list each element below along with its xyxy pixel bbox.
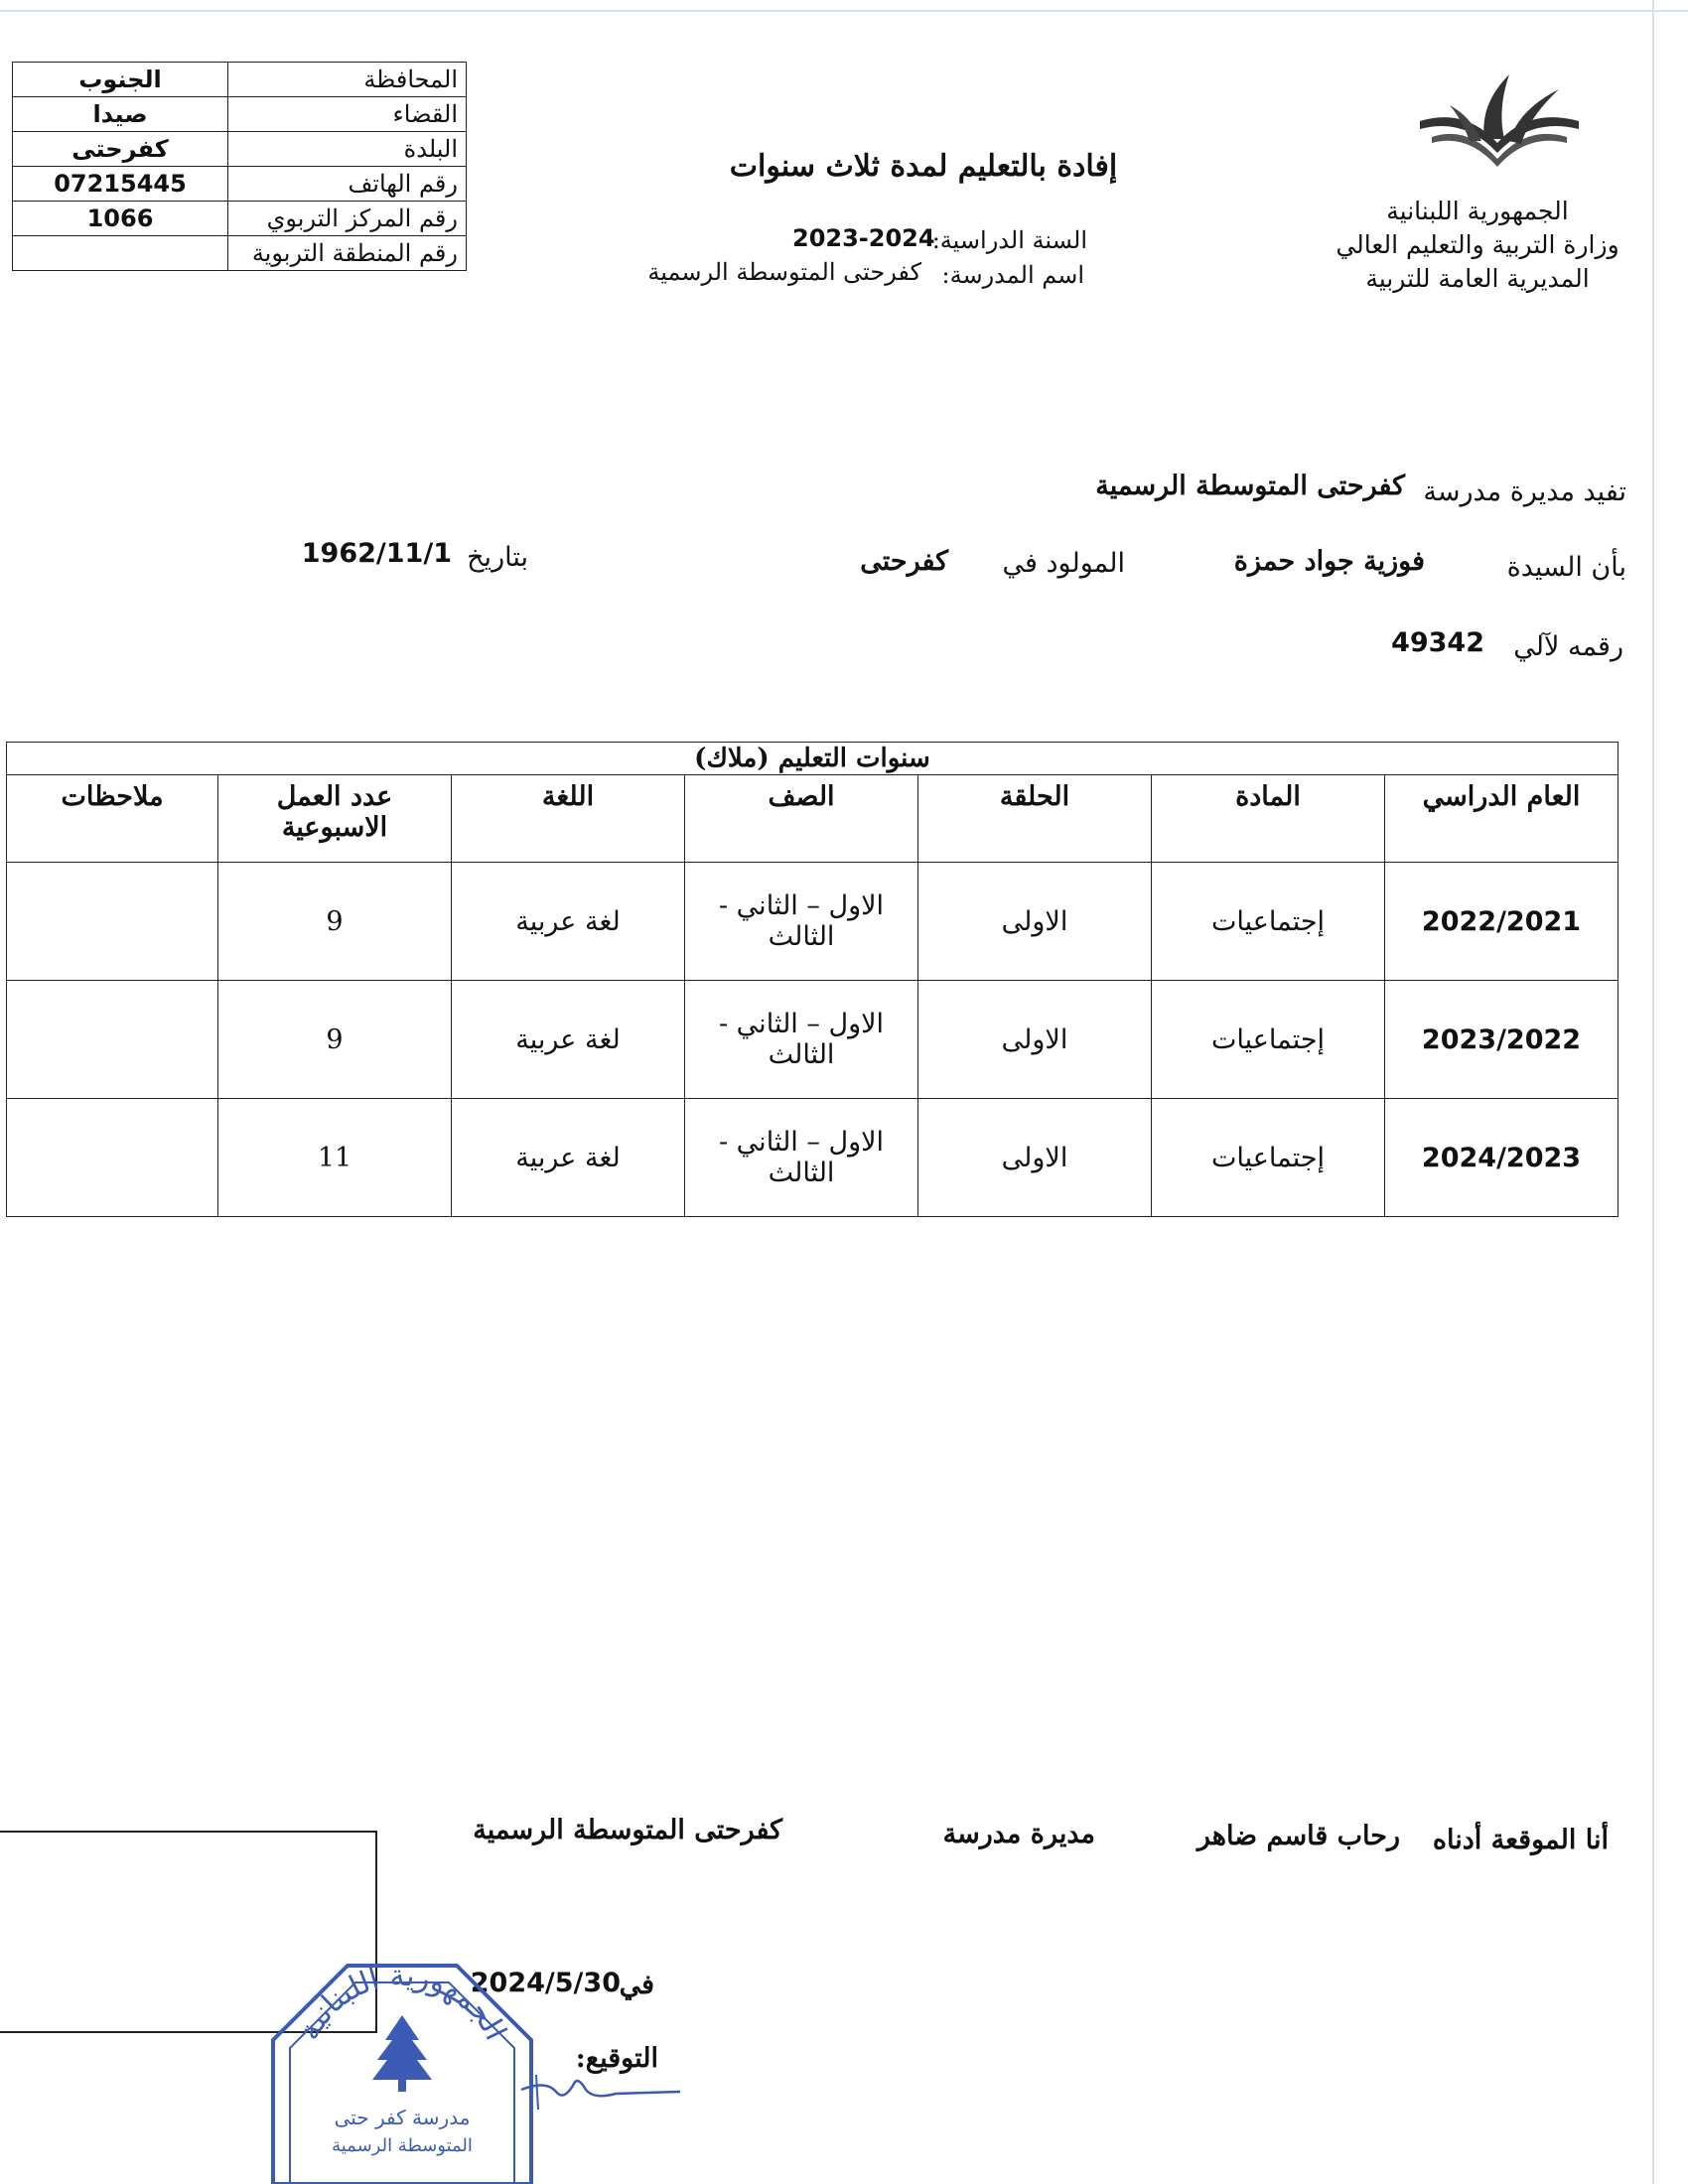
- scan-top-edge: [0, 10, 1688, 12]
- signature-label: التوقيع:: [575, 2043, 658, 2074]
- stamp-line-2: المتوسطة الرسمية: [332, 2135, 473, 2156]
- header-subject: المادة: [1152, 775, 1385, 863]
- signer-name: رحاب قاسم ضاهر: [1196, 1821, 1400, 1851]
- header-directorate: المديرية العامة للتربية: [1365, 264, 1590, 293]
- info-row: كفرحتى البلدة: [13, 132, 467, 167]
- table-row: 2024/2023 إجتماعيات الاولى الاول – الثاني - الثالث لغة عربية 11: [7, 1099, 1618, 1217]
- document-title: إفادة بالتعليم لمدة ثلاث سنوات: [729, 149, 1118, 184]
- scan-right-edge: [1652, 0, 1654, 2184]
- signer-role: مديرة مدرسة: [942, 1819, 1095, 1849]
- table-row: 2023/2022 إجتماعيات الاولى الاول – الثاني - الثالث لغة عربية 9: [7, 981, 1618, 1099]
- birth-date: 1962/11/1: [301, 538, 452, 569]
- statement-intro: تفيد مديرة مدرسة: [1423, 477, 1626, 507]
- info-row: رقم المنطقة التربوية: [13, 236, 467, 271]
- sign-date: 2024/5/30: [470, 1968, 621, 1998]
- school-stamp-icon: [268, 1961, 536, 2184]
- school-info-table: [12, 62, 467, 271]
- header-ministry: وزارة التربية والتعليم العالي: [1336, 230, 1619, 259]
- mrs-label: بأن السيدة: [1506, 552, 1626, 583]
- table-row: 2022/2021 إجتماعيات الاولى الاول – الثاني - الثالث لغة عربية 9: [7, 863, 1618, 981]
- stamp-line-1: مدرسة كفر حتى: [334, 2106, 471, 2129]
- info-row: 07215445 رقم الهاتف: [13, 167, 467, 202]
- born-place: كفرحتى: [860, 546, 948, 577]
- header-language: اللغة: [452, 775, 685, 863]
- id-value: 49342: [1391, 627, 1484, 658]
- teaching-years-table: [6, 742, 1618, 1217]
- signer-school: كفرحتى المتوسطة الرسمية: [473, 1815, 782, 1845]
- header-republic: الجمهورية اللبنانية: [1386, 197, 1569, 225]
- school-name-value: كفرحتى المتوسطة الرسمية: [647, 258, 921, 286]
- id-label: رقمه لآلي: [1513, 631, 1623, 662]
- header-notes: ملاحظات: [7, 775, 218, 863]
- header-cycle: الحلقة: [918, 775, 1152, 863]
- academic-year-value: 2023-2024: [792, 224, 935, 252]
- statement-school: كفرحتى المتوسطة الرسمية: [1095, 471, 1405, 501]
- table-header-row: [7, 775, 1618, 863]
- teacher-name: فوزية جواد حمزة: [1233, 546, 1425, 577]
- info-row: 1066 رقم المركز التربوي: [13, 202, 467, 236]
- info-row: صيدا القضاء: [13, 97, 467, 132]
- signer-label: أنا الموقعة أدناه: [1432, 1825, 1609, 1855]
- stamp-ring-text: الجمهورية اللبنانية: [291, 1961, 513, 2046]
- ministry-header: [1329, 195, 1626, 296]
- header-weekly-hours: عدد العمل الاسبوعية: [218, 775, 452, 863]
- born-label: المولود في: [1002, 548, 1125, 579]
- school-name-label: اسم المدرسة:: [941, 261, 1084, 289]
- ministry-logo-icon: [1410, 69, 1589, 179]
- birth-date-label: بتاريخ: [467, 542, 528, 573]
- table-caption: سنوات التعليم (ملاك): [7, 743, 1618, 775]
- info-row: الجنوب المحافظة: [13, 63, 467, 97]
- header-grade: الصف: [685, 775, 918, 863]
- header-year: العام الدراسي: [1385, 775, 1618, 863]
- sign-date-label: في: [619, 1970, 654, 2000]
- academic-year-label: السنة الدراسية:: [931, 226, 1087, 254]
- signature-mark-icon: [516, 2070, 685, 2115]
